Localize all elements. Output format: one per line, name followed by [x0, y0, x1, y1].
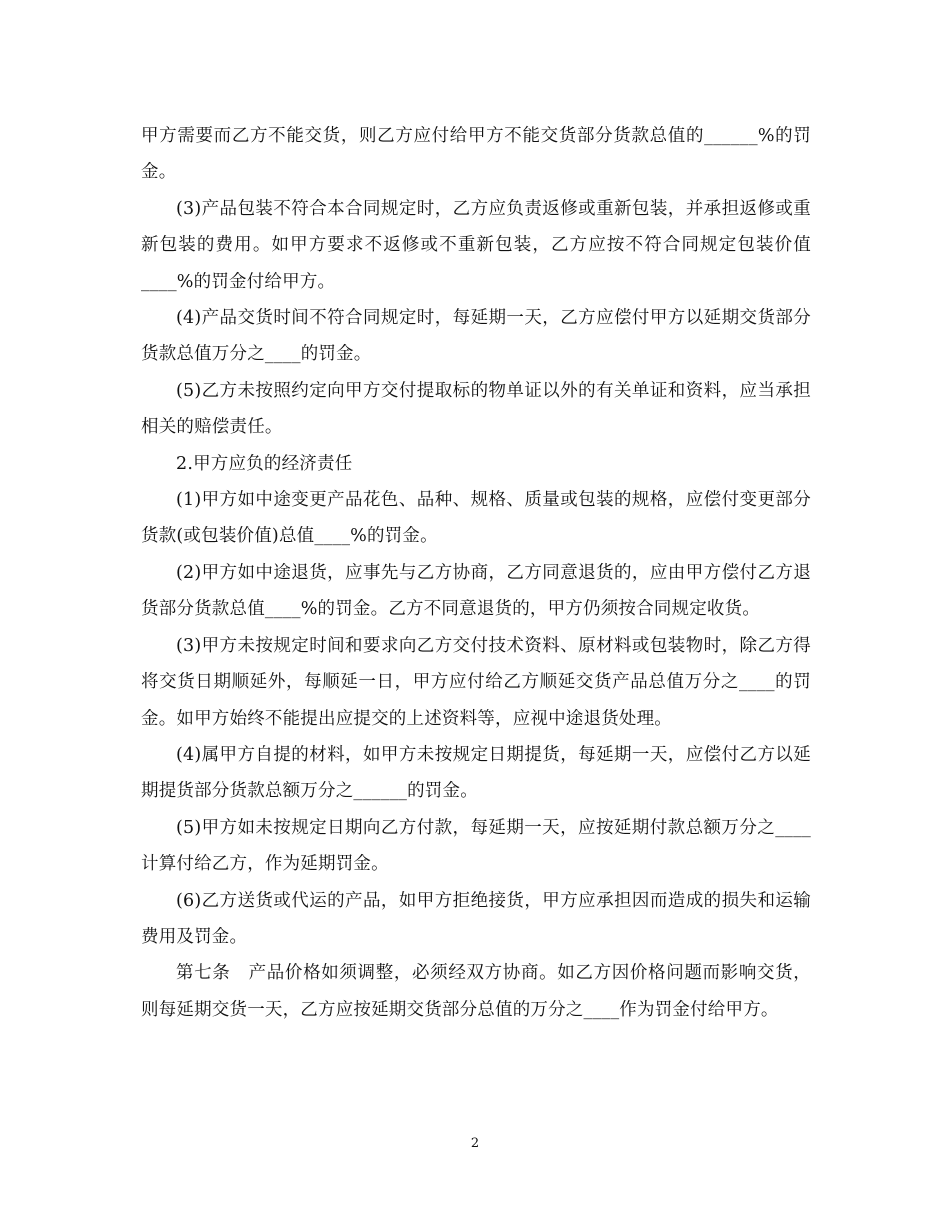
paragraph-seller-packaging: (3)产品包装不符合本合同规定时，乙方应负责返修或重新包装，并承担返修或重新包装的费用。如甲方要求不返修或不重新包装，乙方应按不符合同规定包装价值____%的罚金付给甲方。	[141, 198, 811, 292]
paragraph-buyer-pickup: (4)属甲方自提的材料，如甲方未按规定日期提货，每延期一天，应偿付乙方以延期提货部分货款总额万分之______的罚金。	[141, 744, 811, 802]
section-heading-buyer-liability: 2.甲方应负的经济责任	[176, 453, 353, 474]
paragraph-buyer-change-spec: (1)甲方如中途变更产品花色、品种、规格、质量或包装的规格，应偿付变更部分货款(或包装价值)总值____%的罚金。	[141, 490, 811, 547]
paragraph-seller-documents: (5)乙方未按照约定向甲方交付提取标的物单证以外的有关单证和资料，应当承担相关的赔偿责任。	[141, 380, 811, 438]
paragraph-seller-late-delivery: (4)产品交货时间不符合同规定时，每延期一天，乙方应偿付甲方以延期交货部分货款总值万分之____的罚金。	[141, 308, 811, 365]
paragraph-buyer-refuse-delivery: (6)乙方送货或代运的产品，如甲方拒绝接货，甲方应承担因而造成的损失和运输费用及罚金。	[141, 890, 811, 947]
paragraph-buyer-return: (2)甲方如中途退货，应事先与乙方协商，乙方同意退货的，应由甲方偿付乙方退货部分货款总值____%的罚金。乙方不同意退货的，甲方仍须按合同规定收货。	[141, 562, 811, 620]
article-seven-price-adjustment: 第七条 产品价格如须调整，必须经双方协商。如乙方因价格问题而影响交货，则每延期交货一天，乙方应按延期交货部分总值的万分之____作为罚金付给甲方。	[141, 963, 811, 1020]
page-number: 2	[470, 1136, 480, 1151]
paragraph-continuation: 甲方需要而乙方不能交货，则乙方应付给甲方不能交货部分货款总值的______%的罚金。	[141, 126, 811, 183]
paragraph-buyer-payment: (5)甲方如未按规定日期向乙方付款，每延期一天，应按延期付款总额万分之____计算付给乙方，作为延期罚金。	[141, 817, 811, 875]
paragraph-buyer-materials: (3)甲方未按规定时间和要求向乙方交付技术资料、原材料或包装物时，除乙方得将交货日期顺延外，每顺延一日，甲方应付给乙方顺延交货产品总值万分之____的罚金。如甲方始终不能提出应提交的上述资料等，应视中途退货处理。	[141, 635, 811, 729]
document-body	[141, 118, 811, 1028]
